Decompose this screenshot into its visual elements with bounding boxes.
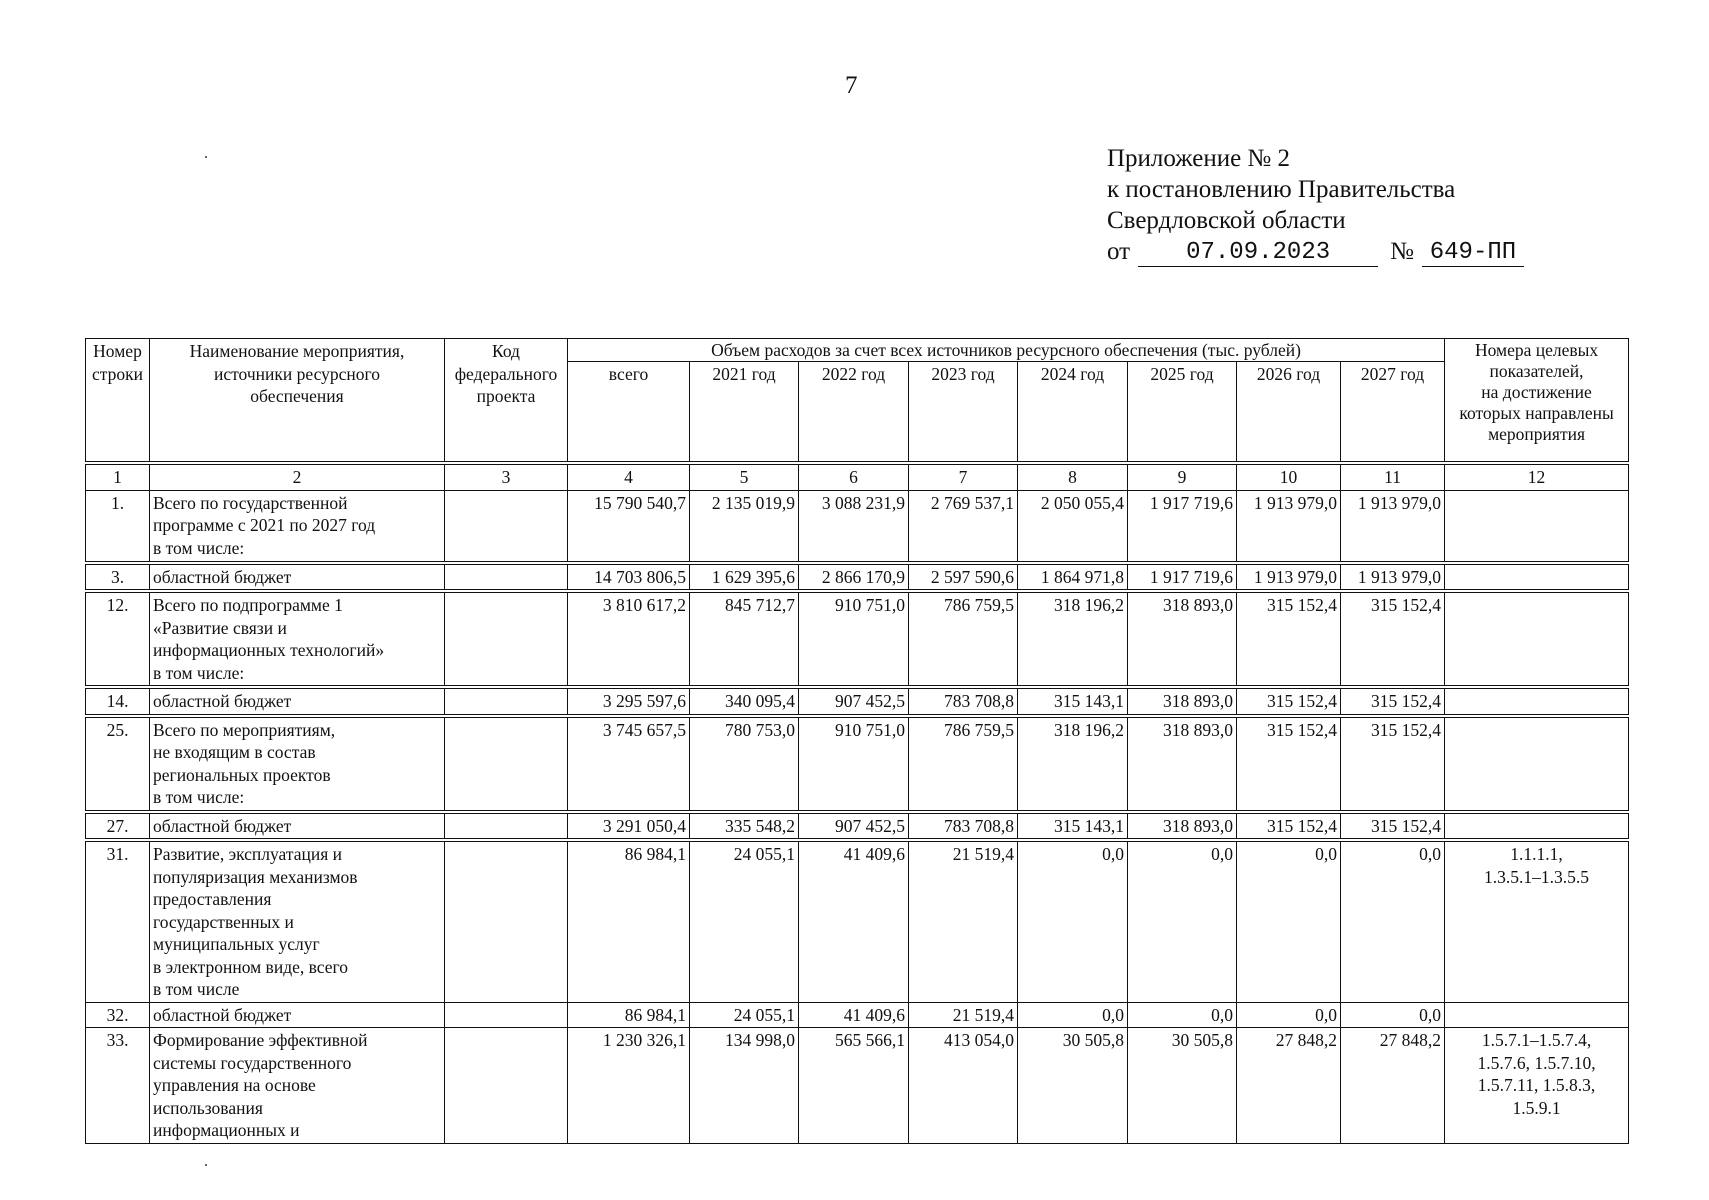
scan-speck — [205, 156, 207, 158]
row-value: 1 864 971,8 — [1018, 564, 1128, 590]
row-value: 315 143,1 — [1018, 689, 1128, 715]
row-value: 335 548,2 — [690, 813, 799, 839]
scan-speck — [205, 1164, 207, 1166]
row-value: 315 152,4 — [1341, 689, 1445, 715]
row-code — [445, 490, 568, 561]
row-value: 24 055,1 — [690, 1002, 799, 1028]
row-value: 413 054,0 — [909, 1028, 1018, 1144]
row-number: 14. — [86, 689, 150, 715]
row-value: 565 566,1 — [799, 1028, 909, 1144]
header-2024: 2024 год — [1018, 362, 1128, 462]
col-number: 7 — [909, 465, 1018, 491]
row-number: 12. — [86, 593, 150, 686]
row-value: 3 745 657,5 — [568, 717, 690, 810]
row-number: 27. — [86, 813, 150, 839]
row-value: 1 913 979,0 — [1237, 490, 1341, 561]
row-value: 0,0 — [1018, 1002, 1128, 1028]
row-indicators — [1445, 490, 1629, 561]
row-value: 86 984,1 — [568, 842, 690, 1003]
row-value: 315 152,4 — [1341, 593, 1445, 686]
row-value: 907 452,5 — [799, 689, 909, 715]
appendix-block — [1107, 143, 1524, 267]
row-value: 0,0 — [1128, 1002, 1237, 1028]
row-value: 0,0 — [1341, 1002, 1445, 1028]
row-number: 3. — [86, 564, 150, 590]
from-label: от — [1107, 238, 1131, 265]
row-value: 27 848,2 — [1237, 1028, 1341, 1144]
header-row-number: Номер строки — [86, 339, 150, 462]
row-value: 315 152,4 — [1237, 689, 1341, 715]
table-row — [86, 1028, 1629, 1144]
row-value: 318 893,0 — [1128, 813, 1237, 839]
col-number: 6 — [799, 465, 909, 491]
row-code — [445, 689, 568, 715]
row-value: 15 790 540,7 — [568, 490, 690, 561]
row-value: 315 152,4 — [1341, 813, 1445, 839]
row-value: 315 152,4 — [1341, 717, 1445, 810]
resolution-number: 649-ПП — [1422, 240, 1524, 267]
row-value: 21 519,4 — [909, 1002, 1018, 1028]
row-indicators: 1.1.1.1, 1.3.5.1–1.3.5.5 — [1445, 842, 1629, 1003]
header-row — [86, 339, 1629, 362]
row-value: 2 050 055,4 — [1018, 490, 1128, 561]
header-expenses: Объем расходов за счет всех источников ресурсного обеспечения (тыс. рублей) — [568, 339, 1445, 362]
row-name: Формирование эффективной системы государственного управления на основе использования информационных и — [150, 1028, 445, 1144]
appendix-resolution: к постановлению Правительства — [1107, 176, 1456, 203]
row-value: 41 409,6 — [799, 842, 909, 1003]
table-row — [86, 717, 1629, 810]
row-name: Всего по подпрограмме 1 «Развитие связи и информационных технологий» в том числе: — [150, 593, 445, 686]
row-value: 318 893,0 — [1128, 689, 1237, 715]
row-value: 786 759,5 — [909, 717, 1018, 810]
row-value: 315 143,1 — [1018, 813, 1128, 839]
row-value: 340 095,4 — [690, 689, 799, 715]
row-value: 318 893,0 — [1128, 593, 1237, 686]
row-value: 1 913 979,0 — [1341, 564, 1445, 590]
row-indicators — [1445, 564, 1629, 590]
col-number: 3 — [445, 465, 568, 491]
resolution-date: 07.09.2023 — [1138, 240, 1378, 267]
row-value: 318 196,2 — [1018, 717, 1128, 810]
row-value: 3 810 617,2 — [568, 593, 690, 686]
expenses-table — [85, 338, 1629, 1144]
row-value: 1 629 395,6 — [690, 564, 799, 590]
row-value: 780 753,0 — [690, 717, 799, 810]
header-name: Наименование мероприятия, источники ресурсного обеспечения — [150, 339, 445, 462]
row-value: 318 893,0 — [1128, 717, 1237, 810]
table-row — [86, 1002, 1629, 1028]
row-name: Развитие, эксплуатация и популяризация механизмов предоставления государственных и муниципальных услуг в электронном виде, всего в том числе — [150, 842, 445, 1003]
table-row — [86, 689, 1629, 715]
row-code — [445, 593, 568, 686]
row-value: 3 088 231,9 — [799, 490, 909, 561]
col-number: 8 — [1018, 465, 1128, 491]
row-number: 31. — [86, 842, 150, 1003]
col-number: 1 — [86, 465, 150, 491]
row-value: 786 759,5 — [909, 593, 1018, 686]
row-value: 2 769 537,1 — [909, 490, 1018, 561]
header-2023: 2023 год — [909, 362, 1018, 462]
row-name: областной бюджет — [150, 564, 445, 590]
row-value: 783 708,8 — [909, 813, 1018, 839]
header-total: всего — [568, 362, 690, 462]
table-row — [86, 593, 1629, 686]
row-value: 0,0 — [1018, 842, 1128, 1003]
row-name: областной бюджет — [150, 689, 445, 715]
row-value: 3 291 050,4 — [568, 813, 690, 839]
row-number: 1. — [86, 490, 150, 561]
row-value: 845 712,7 — [690, 593, 799, 686]
row-value: 3 295 597,6 — [568, 689, 690, 715]
row-value: 1 230 326,1 — [568, 1028, 690, 1144]
row-value: 2 135 019,9 — [690, 490, 799, 561]
row-value: 27 848,2 — [1341, 1028, 1445, 1144]
column-number-row — [86, 465, 1629, 491]
row-value: 21 519,4 — [909, 842, 1018, 1003]
row-value: 783 708,8 — [909, 689, 1018, 715]
table-row — [86, 813, 1629, 839]
appendix-region: Свердловской области — [1107, 207, 1346, 234]
row-indicators — [1445, 717, 1629, 810]
row-name: Всего по государственной программе с 2021 по 2027 год в том числе: — [150, 490, 445, 561]
row-code — [445, 1028, 568, 1144]
header-code: Код федерального проекта — [445, 339, 568, 462]
row-number: 25. — [86, 717, 150, 810]
appendix-date-number — [1107, 236, 1524, 267]
row-name: Всего по мероприятиям, не входящим в состав региональных проектов в том числе: — [150, 717, 445, 810]
row-value: 0,0 — [1341, 842, 1445, 1003]
col-number: 5 — [690, 465, 799, 491]
col-number: 9 — [1128, 465, 1237, 491]
number-label: № — [1390, 238, 1414, 265]
row-indicators — [1445, 813, 1629, 839]
row-value: 1 913 979,0 — [1341, 490, 1445, 561]
row-value: 30 505,8 — [1018, 1028, 1128, 1144]
row-code — [445, 813, 568, 839]
header-2026: 2026 год — [1237, 362, 1341, 462]
table-row — [86, 490, 1629, 561]
row-code — [445, 564, 568, 590]
row-value: 910 751,0 — [799, 593, 909, 686]
row-number: 33. — [86, 1028, 150, 1144]
col-number: 10 — [1237, 465, 1341, 491]
header-2022: 2022 год — [799, 362, 909, 462]
row-value: 315 152,4 — [1237, 717, 1341, 810]
appendix-title: Приложение № 2 — [1107, 145, 1291, 172]
row-indicators — [1445, 689, 1629, 715]
row-value: 1 917 719,6 — [1128, 490, 1237, 561]
row-value: 41 409,6 — [799, 1002, 909, 1028]
row-code — [445, 842, 568, 1003]
row-name: областной бюджет — [150, 1002, 445, 1028]
row-indicators: 1.5.7.1–1.5.7.4, 1.5.7.6, 1.5.7.10, 1.5.7.11, 1.5.8.3, 1.5.9.1 — [1445, 1028, 1629, 1144]
row-indicators — [1445, 593, 1629, 686]
row-value: 2 866 170,9 — [799, 564, 909, 590]
row-value: 0,0 — [1128, 842, 1237, 1003]
header-2021: 2021 год — [690, 362, 799, 462]
header-2025: 2025 год — [1128, 362, 1237, 462]
row-value: 1 917 719,6 — [1128, 564, 1237, 590]
col-number: 11 — [1341, 465, 1445, 491]
row-value: 30 505,8 — [1128, 1028, 1237, 1144]
row-indicators — [1445, 1002, 1629, 1028]
row-value: 134 998,0 — [690, 1028, 799, 1144]
table-row — [86, 842, 1629, 1003]
col-number: 4 — [568, 465, 690, 491]
row-value: 315 152,4 — [1237, 593, 1341, 686]
row-value: 0,0 — [1237, 1002, 1341, 1028]
row-value: 318 196,2 — [1018, 593, 1128, 686]
page-number: 7 — [845, 72, 858, 99]
row-value: 907 452,5 — [799, 813, 909, 839]
row-value: 315 152,4 — [1237, 813, 1341, 839]
row-name: областной бюджет — [150, 813, 445, 839]
col-number: 12 — [1445, 465, 1629, 491]
row-value: 2 597 590,6 — [909, 564, 1018, 590]
header-indicators: Номера целевых показателей, на достижение которых направлены мероприятия — [1445, 339, 1629, 462]
row-code — [445, 717, 568, 810]
row-value: 24 055,1 — [690, 842, 799, 1003]
row-code — [445, 1002, 568, 1028]
row-number: 32. — [86, 1002, 150, 1028]
header-2027: 2027 год — [1341, 362, 1445, 462]
row-value: 14 703 806,5 — [568, 564, 690, 590]
row-value: 1 913 979,0 — [1237, 564, 1341, 590]
col-number: 2 — [150, 465, 445, 491]
row-value: 0,0 — [1237, 842, 1341, 1003]
row-value: 910 751,0 — [799, 717, 909, 810]
table-row — [86, 564, 1629, 590]
row-value: 86 984,1 — [568, 1002, 690, 1028]
